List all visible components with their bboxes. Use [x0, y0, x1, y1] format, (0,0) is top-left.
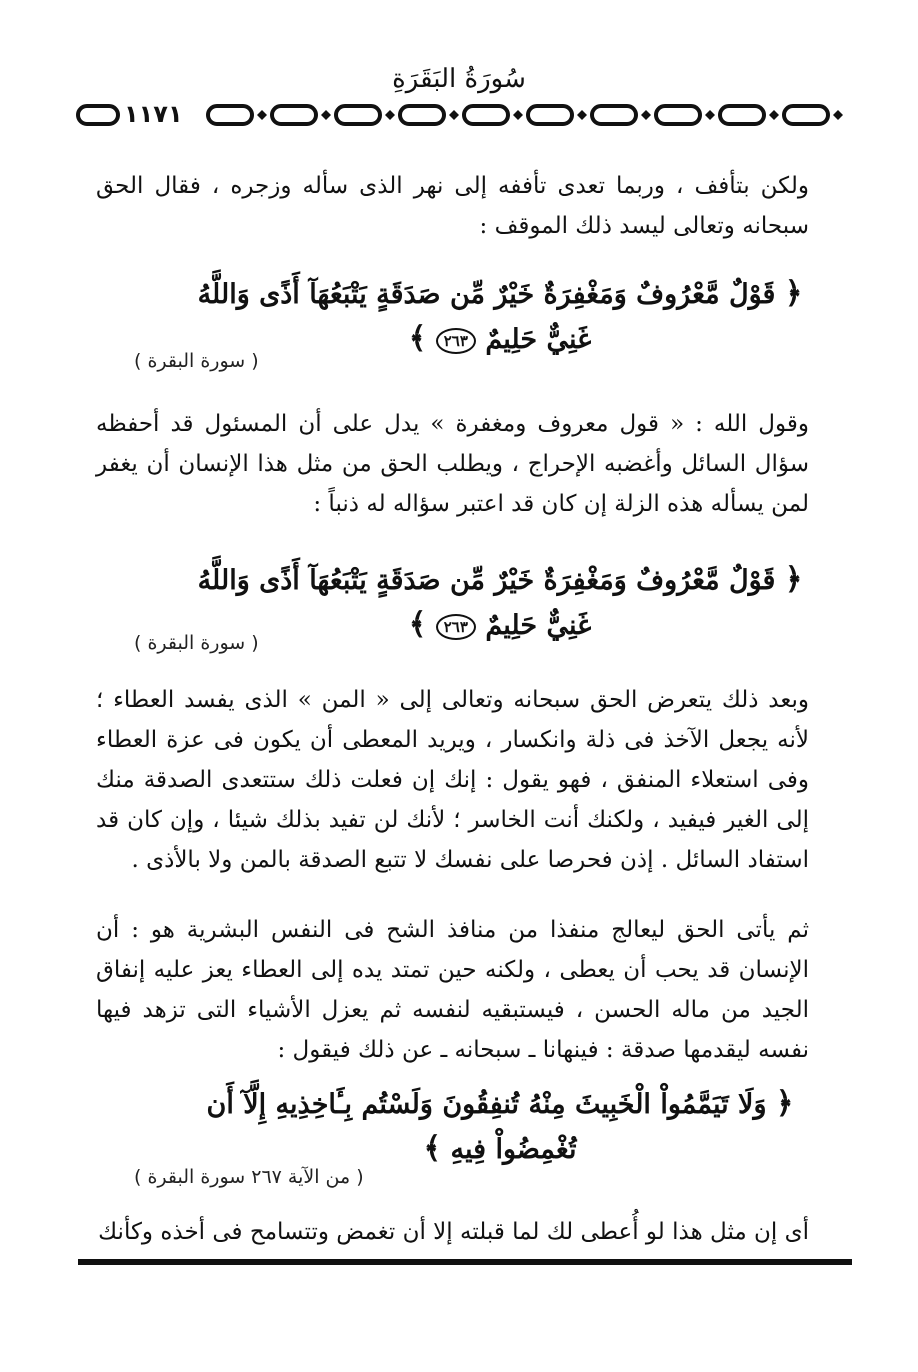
page-number: ١١٧١ — [120, 100, 187, 128]
quran-verse-1 — [180, 272, 820, 362]
paragraph-1: ولكن بتأفف ، وربما تعدى تأففه إلى نهر الذى سأله وزجره ، فقال الحق سبحانه وتعالى ليسد ذلك الموقف : — [96, 173, 809, 239]
quran-verse-2 — [180, 558, 820, 648]
ayah-number-badge: ٢٦٣ — [436, 614, 476, 640]
verse-text: قَوْلٌ مَّعْرُوفٌ وَمَغْفِرَةٌ خَيْرٌ مِّن صَدَقَةٍ يَتْبَعُهَآ أَذًى وَاللَّهُ غَنِيٌّ حَلِيمٌ — [197, 565, 776, 641]
ornate-brace-open-icon: ﴿ — [784, 276, 803, 311]
surah-title: سُورَةُ البَقَرَةِ — [392, 64, 526, 94]
verse-source-2: ( سورة البقرة ) — [134, 632, 259, 654]
verse-text: وَلَا تَيَمَّمُواْ الْخَبِيثَ مِنْهُ تُنفِقُونَ وَلَسْتُم بِـَٔاخِذِيهِ إِلَّآ أَن تُغْمِضُواْ فِيهِ — [206, 1089, 767, 1165]
verse-source-3: ( من الآية ٢٦٧ سورة البقرة ) — [134, 1166, 364, 1188]
verse-source-1: ( سورة البقرة ) — [134, 350, 259, 372]
decorative-header-rule — [76, 98, 856, 134]
paragraph-5: أى إن مثل هذا لو أُعطى لك لما قبلته إلا أن تغمض وتتسامح فى أخذه وكأنك — [98, 1219, 809, 1245]
ornate-brace-open-icon: ﴿ — [775, 1086, 794, 1121]
ayah-number-badge: ٢٦٣ — [436, 328, 476, 354]
footer-rule — [78, 1259, 852, 1265]
verse-text: قَوْلٌ مَّعْرُوفٌ وَمَغْفِرَةٌ خَيْرٌ مِّن صَدَقَةٍ يَتْبَعُهَآ أَذًى وَاللَّهُ غَنِيٌّ حَلِيمٌ — [197, 279, 776, 355]
ornate-brace-close-icon: ﴾ — [423, 1131, 442, 1166]
quran-verse-3 — [180, 1082, 820, 1172]
ornate-brace-close-icon: ﴾ — [408, 607, 427, 642]
chain-ornament-icon — [76, 98, 856, 134]
paragraph-2: وقول الله : « قول معروف ومغفرة » يدل على أن المسئول قد أحفظه سؤال السائل وأغضبه الإحراج ، ويطلب الحق من مثل هذا الإنسان أن يغفر لمن يسأله هذه الزلة إن كان قد اعتبر سؤاله له ذنباً : — [96, 411, 809, 517]
paragraph-4: ثم يأتى الحق ليعالج منفذا من منافذ الشح فى النفس البشرية هو : أن الإنسان قد يحب أن يعطى ، ولكنه حين تمتد يده إلى العطاء يعز عليه إنفاق الجيد من ماله الحسن ، فيستبقيه لنفسه ثم يعزل الأشياء التى تزهد فيها نفسه ليقدمها صدقة : فينهانا ـ سبحانه ـ عن ذلك فيقول : — [96, 917, 809, 1063]
paragraph-3: وبعد ذلك يتعرض الحق سبحانه وتعالى إلى « المن » الذى يفسد العطاء ؛ لأنه يجعل الآخذ فى ذلة وانكسار ، ويريد المعطى أن يكون فى عزة العطاء وفى استعلاء المنفق ، فهو يقول : إنك إن فعلت ذلك ستتعدى الصدقة منك إلى الغير فيفيد ، ولكنك أنت الخاسر ؛ لأنك لن تفيد بذلك شيئا ، وإن كان قد استفاد السائل . إذن فحرصا على نفسك لا تتبع الصدقة بالمن ولا بالأذى . — [96, 687, 809, 873]
ornate-brace-open-icon: ﴿ — [784, 562, 803, 597]
ornate-brace-close-icon: ﴾ — [408, 321, 427, 356]
